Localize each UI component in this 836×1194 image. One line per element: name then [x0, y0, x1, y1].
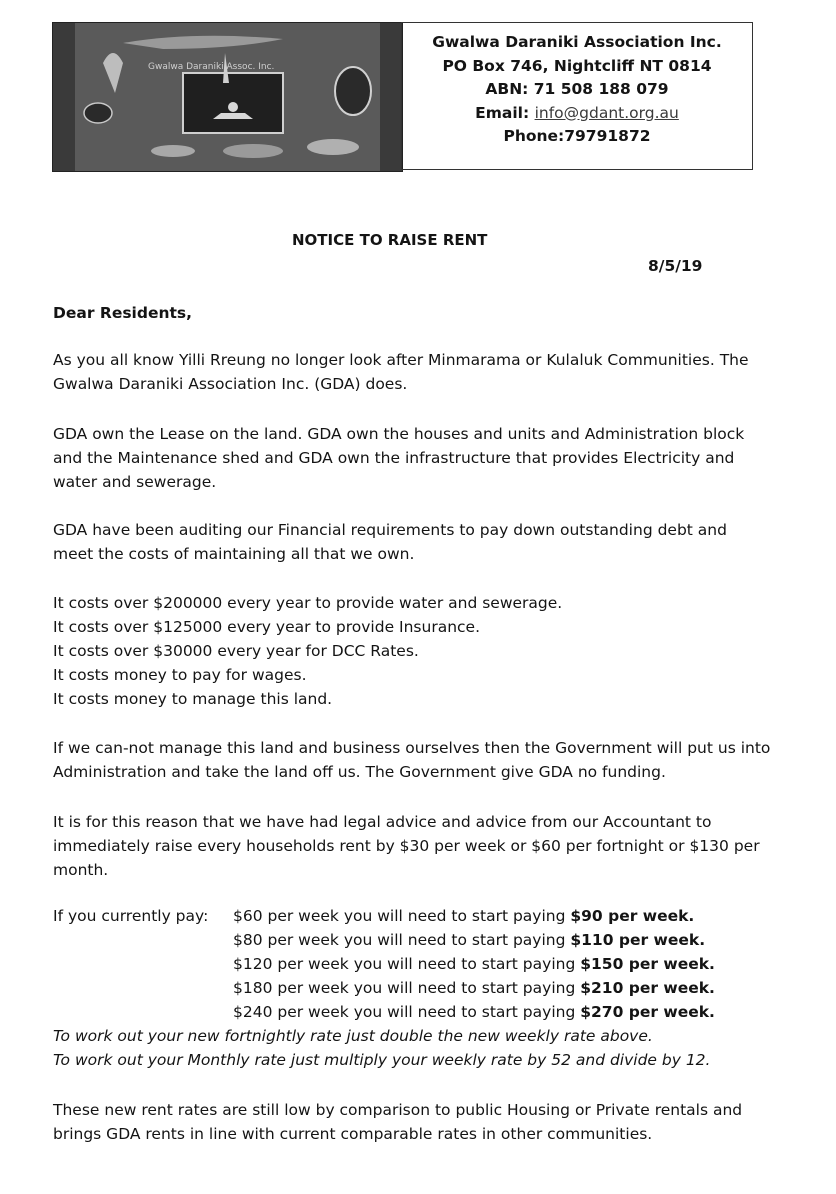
paragraph-line: GDA have been auditing our Financial requirements to pay down outstanding debt and	[53, 521, 727, 539]
paragraph-1	[53, 348, 749, 396]
logo-banner-text: Gwalwa Daraniki Assoc. Inc.	[148, 62, 275, 72]
rate-current: $80 per week you will need to start paying	[233, 931, 571, 949]
paragraph-line: If we can-not manage this land and business ourselves then the Government will put us into	[53, 739, 771, 757]
org-name: Gwalwa Daraniki Association Inc.	[432, 33, 722, 51]
paragraph-line: These new rent rates are still low by comparison to public Housing or Private rentals and	[53, 1101, 743, 1119]
rate-row	[233, 952, 715, 976]
rate-notes	[53, 1024, 710, 1072]
paragraph-5	[53, 736, 770, 784]
rate-note: To work out your Monthly rate just multiply your weekly rate by 52 and divide by 12.	[53, 1051, 711, 1069]
email-link[interactable]: info@gdant.org.au	[534, 103, 679, 122]
notice-title: NOTICE TO RAISE RENT	[292, 231, 488, 249]
association-logo	[52, 22, 403, 172]
rate-new: $110 per week.	[570, 931, 706, 949]
rates-table	[233, 904, 715, 1024]
abn: ABN: 71 508 188 079	[485, 80, 669, 98]
paragraph-8	[53, 1098, 742, 1146]
cost-item: It costs over $200000 every year to provide water and sewerage.	[53, 594, 563, 612]
notice-date: 8/5/19	[648, 257, 703, 275]
rate-current: $180 per week you will need to start paying	[233, 979, 581, 997]
po-box: PO Box 746, Nightcliff NT 0814	[442, 56, 712, 75]
paragraph-2	[53, 422, 744, 494]
rate-new: $150 per week.	[580, 955, 715, 973]
salutation: Dear Residents,	[53, 304, 193, 322]
rate-note: To work out your new fortnightly rate just double the new weekly rate above.	[53, 1027, 653, 1045]
rate-current: $60 per week you will need to start paying	[233, 907, 571, 925]
paragraph-line: meet the costs of maintaining all that we own.	[53, 545, 415, 563]
rate-new: $210 per week.	[580, 979, 715, 997]
paragraph-line: As you all know Yilli Rreung no longer look after Minmarama or Kulaluk Communities. The	[53, 351, 749, 369]
paragraph-line: Administration and take the land off us. The Government give GDA no funding.	[53, 763, 666, 781]
paragraph-line: It is for this reason that we have had legal advice and advice from our Accountant to	[53, 813, 712, 831]
phone: Phone:79791872	[503, 127, 651, 145]
cost-item: It costs over $30000 every year for DCC Rates.	[53, 642, 419, 660]
paragraph-line: water and sewerage.	[53, 473, 217, 491]
paragraph-line: brings GDA rents in line with current comparable rates in other communities.	[53, 1125, 653, 1143]
rate-row	[233, 1000, 715, 1024]
paragraph-line: immediately raise every households rent by $30 per week or $60 per fortnight or $130 per	[53, 837, 760, 855]
logo-artwork-icon	[53, 23, 402, 171]
rate-row	[233, 904, 715, 928]
cost-item: It costs money to manage this land.	[53, 690, 333, 708]
paragraph-3	[53, 518, 727, 566]
rate-current: $240 per week you will need to start paying	[233, 1003, 581, 1021]
rates-label: If you currently pay:	[53, 907, 209, 925]
costs-list	[53, 591, 562, 711]
cost-item: It costs over $125000 every year to provide Insurance.	[53, 618, 481, 636]
cost-item: It costs money to pay for wages.	[53, 666, 307, 684]
rate-new: $270 per week.	[580, 1003, 715, 1021]
rate-row	[233, 928, 715, 952]
rate-row	[233, 976, 715, 1000]
contact-details	[401, 22, 753, 170]
paragraph-line: Gwalwa Daraniki Association Inc. (GDA) does.	[53, 375, 408, 393]
paragraph-line: GDA own the Lease on the land. GDA own the houses and units and Administration block	[53, 425, 745, 443]
rate-new: $90 per week.	[570, 907, 695, 925]
paragraph-line: and the Maintenance shed and GDA own the infrastructure that provides Electricity and	[53, 449, 735, 467]
paragraph-line: month.	[53, 861, 109, 879]
email-label: Email:	[475, 103, 535, 122]
paragraph-6	[53, 810, 760, 882]
rate-current: $120 per week you will need to start paying	[233, 955, 581, 973]
email-line	[402, 102, 752, 126]
